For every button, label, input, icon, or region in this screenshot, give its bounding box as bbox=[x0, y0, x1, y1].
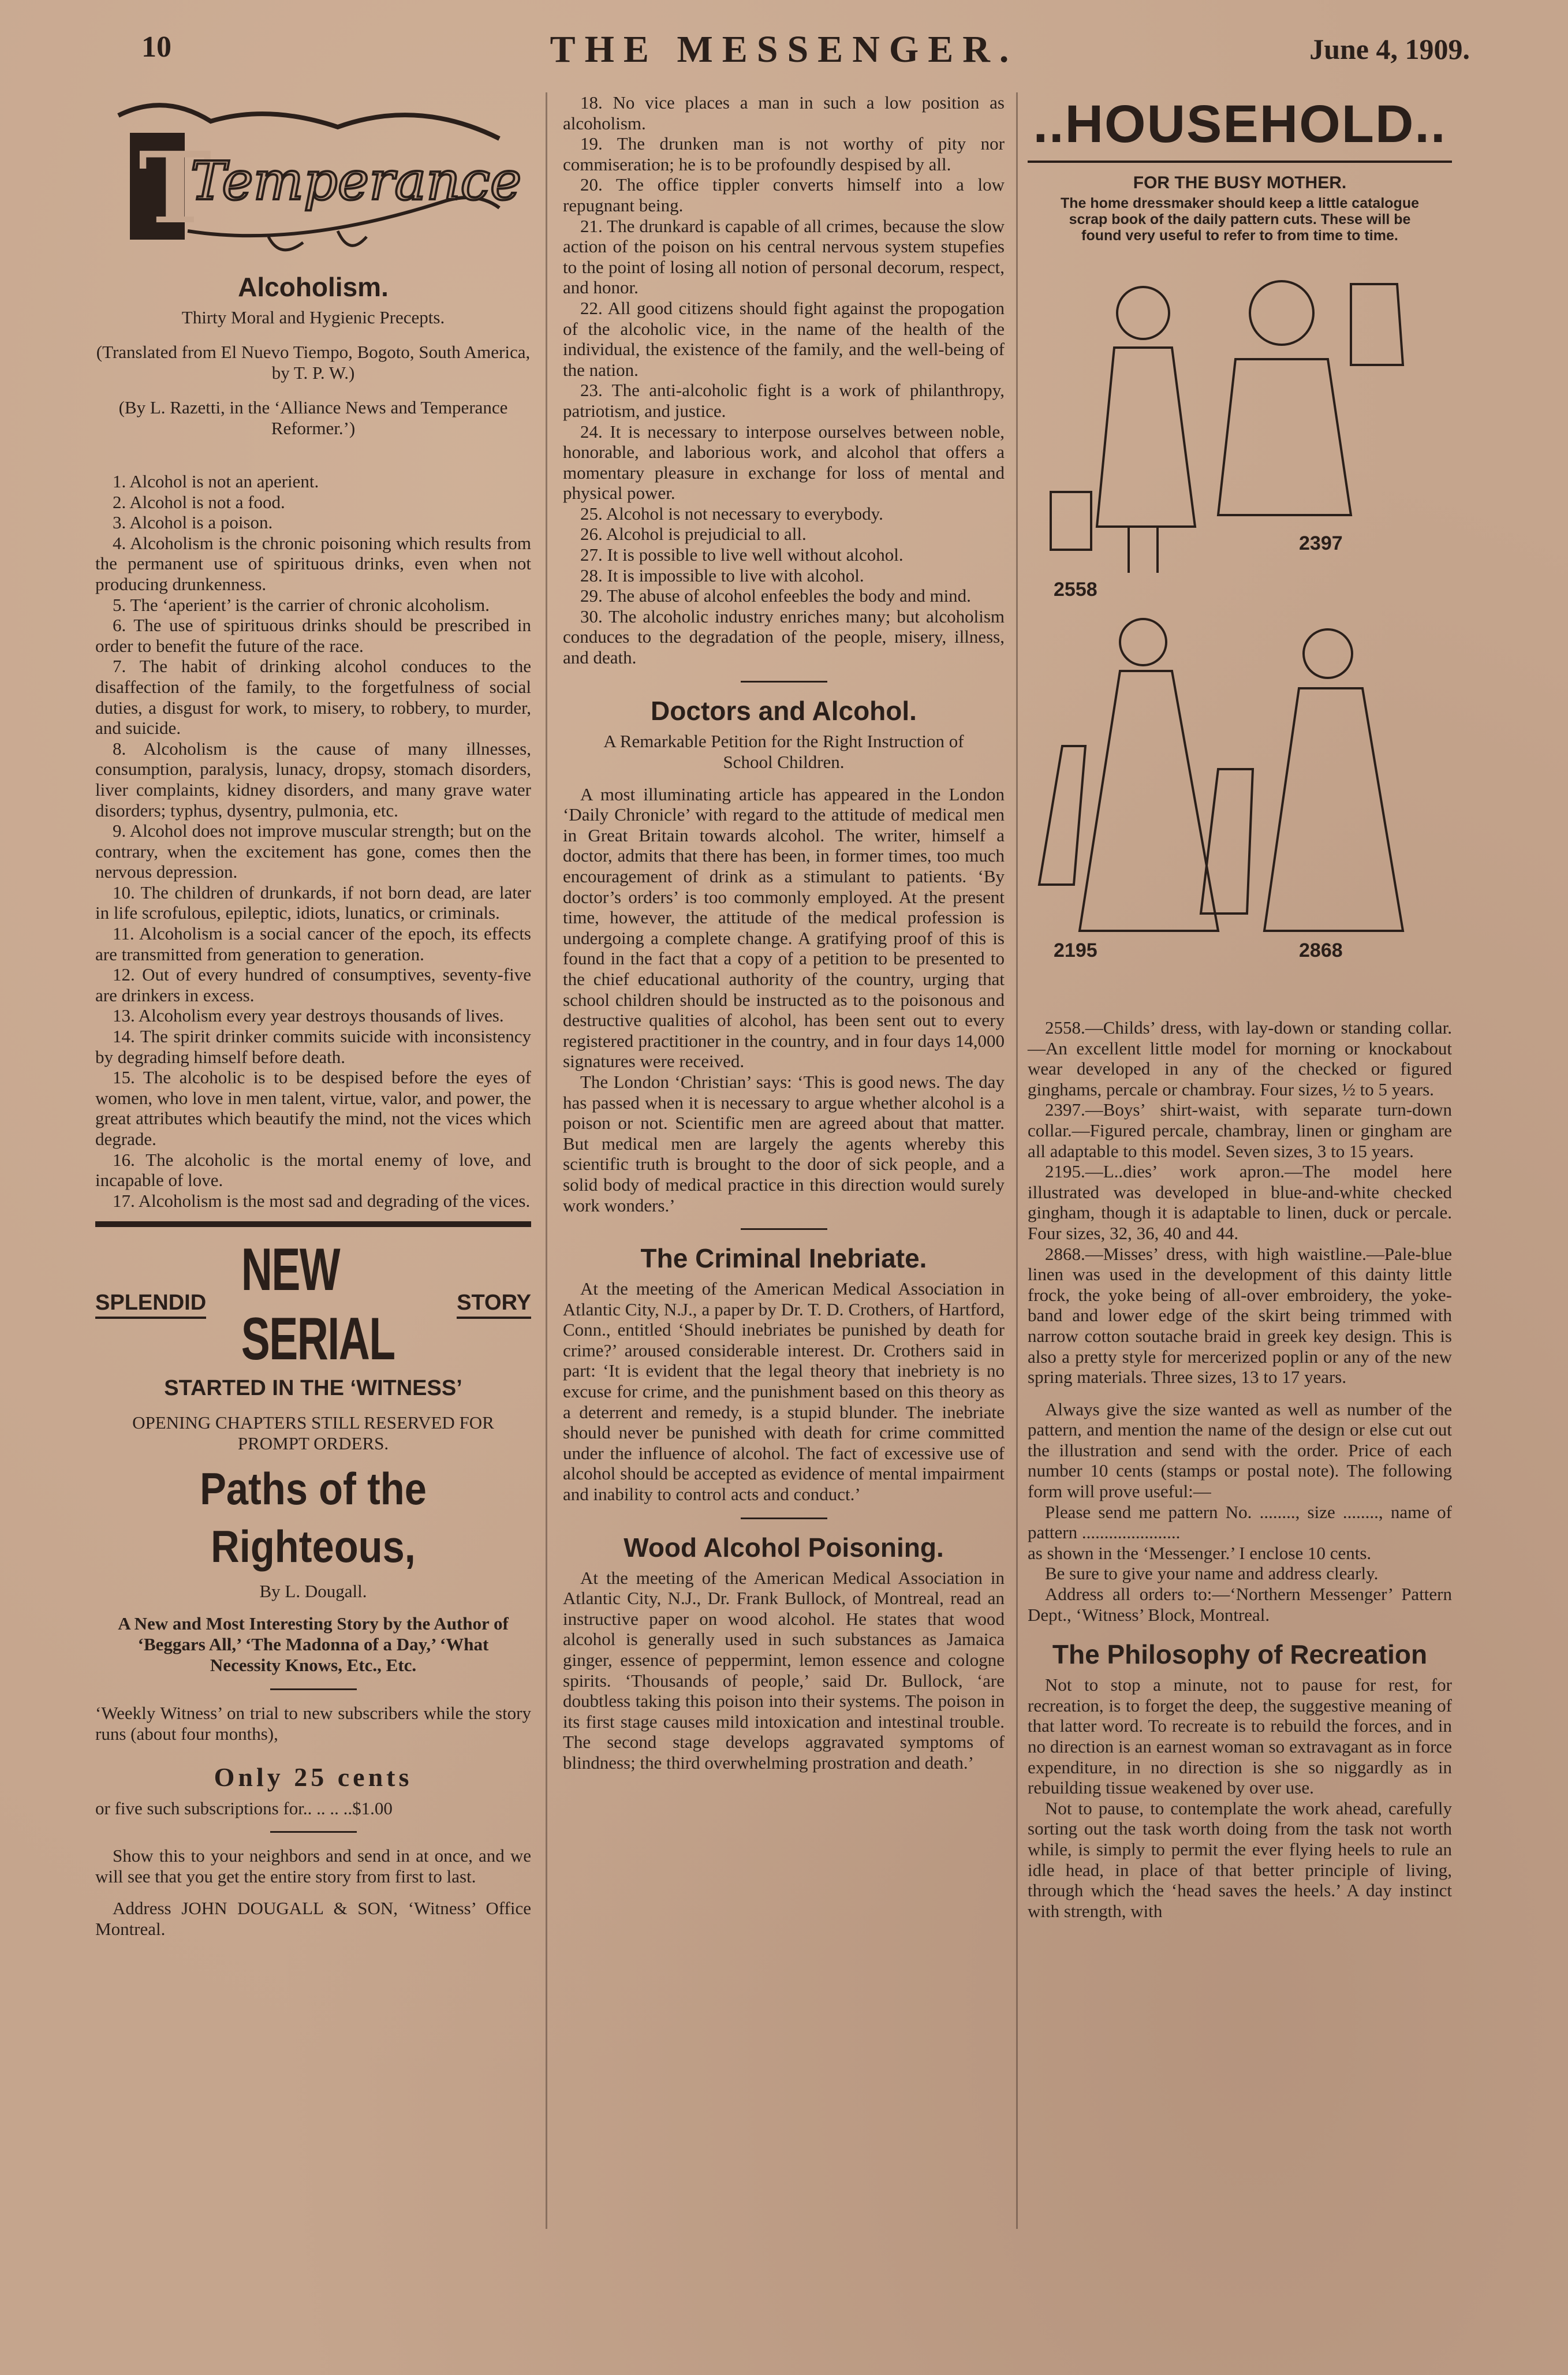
list-item: 25. Alcohol is not necessary to everybody. bbox=[580, 503, 883, 524]
busy-mother-heading: FOR THE BUSY MOTHER. bbox=[1133, 173, 1347, 192]
article-subtitle: Thirty Moral and Hygienic Precepts. bbox=[181, 307, 445, 327]
list-item: 15. The alcoholic is to be despised before the eyes of women, who love in men talent, virtue, valor, and power, the great attributes which beautify the mind, not the vices which degrade. bbox=[95, 1067, 531, 1149]
list-item: 14. The spirit drinker commits suicide with inconsistency by degrading himself before death. bbox=[95, 1026, 531, 1067]
temperance-logo bbox=[95, 92, 531, 266]
list-item: 3. Alcohol is a poison. bbox=[113, 512, 273, 533]
pattern-description: 2558.—Childs’ dress, with lay-down or standing collar.—An excellent little model for morning or knockabout wear developed in any of the checked or figured ginghams, percale or chambray. Four sizes, ½ to 5 years. bbox=[1028, 1017, 1452, 1099]
list-item: 24. It is necessary to interpose ourselves between noble, honorable, and laborious work, and alcohol that offers a momentary pleasure in exchange for loss of mental and physical power. bbox=[563, 421, 1005, 504]
article-title-wood-alcohol: Wood Alcohol Poisoning. bbox=[624, 1532, 944, 1563]
figure-head bbox=[1304, 629, 1352, 678]
list-item: 20. The office tippler converts himself into a low repugnant being. bbox=[563, 174, 1005, 215]
list-item: 26. Alcohol is prejudicial to all. bbox=[580, 524, 807, 545]
ad-new-serial: NEW SERIAL bbox=[241, 1236, 395, 1373]
pattern-label: 2397 bbox=[1299, 532, 1343, 554]
article-divider bbox=[741, 1228, 827, 1230]
pattern-label: 2195 bbox=[1054, 939, 1097, 961]
boy-shirt bbox=[1218, 359, 1351, 515]
list-item: 27. It is possible to live well without alcohol. bbox=[580, 545, 904, 565]
list-item: 4. Alcoholism is the chronic poisoning which results from the permanent use of spirituous drinks, even when not producing drunkenness. bbox=[95, 532, 531, 594]
pattern-label: 2558 bbox=[1054, 579, 1097, 601]
ad-started: STARTED IN THE ‘WITNESS’ bbox=[164, 1376, 462, 1401]
list-item: 22. All good citizens should fight against the propogation of the alcoholic vice, in the name of the health of the individual, the existence of the family, and the well-being of the nation. bbox=[563, 297, 1005, 380]
order-form-line-1: Please send me pattern No. ........, size ........, name of pattern ...................... bbox=[1028, 1501, 1452, 1543]
dress-detail bbox=[1051, 492, 1091, 550]
list-item: 18. No vice places a man in such a low position as alcoholism. bbox=[563, 92, 1005, 133]
ad-show: Show this to your neighbors and send in at once, and we will see that you get the entire story from first to last. bbox=[95, 1845, 531, 1886]
list-item: 11. Alcoholism is a social cancer of the epoch, its effects are transmitted from generation to generation. bbox=[95, 923, 531, 964]
column-rule-1 bbox=[546, 92, 547, 2229]
list-item: 23. The anti-alcoholic fight is a work of philanthropy, patriotism, and justice. bbox=[563, 380, 1005, 421]
pattern-label: 2868 bbox=[1299, 939, 1343, 961]
column-2 bbox=[563, 92, 1005, 1773]
page-number: 10 bbox=[141, 31, 171, 64]
dress-detail bbox=[1201, 769, 1253, 914]
article-divider bbox=[741, 681, 827, 683]
byline: (By L. Razetti, in the ‘Alliance News and Temperance Reformer.’) bbox=[118, 397, 508, 438]
wood-paragraph: At the meeting of the American Medical Association in Atlantic City, N.J., Dr. Frank Bullock, of Montreal, read an instructive paper on wood alcohol. He states that wood alcohol is generally used in such substances as Jamaica ginger, essence of peppermint, lemon essence and cologne spirits. ‘Thousands of people,’ said Dr. Bullock, ‘are doubtless taking this poison into their systems. The poison in its first stage causes mild intoxication and intestinal trouble. The second stage develops aggravated symptoms of blindness; the third overwhelming prostration and death.’ bbox=[563, 1567, 1005, 1773]
serial-story-ad bbox=[95, 1235, 531, 1939]
ad-opening: OPENING CHAPTERS STILL RESERVED FOR PROMPT ORDERS. bbox=[132, 1412, 494, 1454]
list-item: 28. It is impossible to live with alcohol. bbox=[580, 565, 864, 586]
list-item: 29. The abuse of alcohol enfeebles the body and mind. bbox=[580, 586, 971, 606]
issue-date: June 4, 1909. bbox=[1309, 33, 1470, 65]
article-title-alcoholism: Alcoholism. bbox=[238, 272, 389, 302]
ad-splendid: SPLENDID bbox=[95, 1291, 206, 1319]
criminal-paragraph: At the meeting of the American Medical Association in Atlantic City, N.J., a paper by Dr. T. D. Crothers, of Hartford, Conn., entitled ‘Should inebriates be punished by death for crime?’ aroused considerable interest. Dr. Crothers said in part: ‘It is evident that the legal theory that inebriety is no excuse for crime, and the punishment based on this theory as a deterrent and remedy, is a stupid blunder. The inebriate should never be punished with death for crime committed under the influence of alcohol. The fact of excessive use of alcohol should be accepted as evidence of mental impairment and inability to control acts and conduct.’ bbox=[563, 1278, 1005, 1505]
list-item: 2. Alcohol is not a food. bbox=[113, 491, 285, 512]
shirt-detail bbox=[1351, 284, 1403, 365]
apron-detail bbox=[1039, 746, 1085, 885]
list-item: 6. The use of spirituous drinks should be prescribed in order to benefit the future of the race. bbox=[95, 615, 531, 656]
doctors-subtitle: A Remarkable Petition for the Right Instruction of School Children. bbox=[603, 730, 964, 772]
ad-five-subscriptions: or five such subscriptions for.. .. .. ..$1.00 bbox=[95, 1798, 393, 1818]
order-instructions: Always give the size wanted as well as number of the pattern, and mention the name of the design or else cut out the illustration and send with the order. Price of each number 10 cents (stamps or postal note). The following form will prove useful:— bbox=[1028, 1399, 1452, 1502]
order-name-note: Be sure to give your name and address clearly. bbox=[1045, 1563, 1379, 1584]
section-divider bbox=[95, 1221, 531, 1227]
ad-story: STORY bbox=[457, 1291, 531, 1319]
list-item: 10. The children of drunkards, if not born dead, are later in life scrofulous, epileptic, idiots, lunatics, or criminals. bbox=[95, 882, 531, 923]
ad-address: Address JOHN DOUGALL & SON, ‘Witness’ Office Montreal. bbox=[95, 1898, 531, 1939]
list-item: 16. The alcoholic is the mortal enemy of love, and incapable of love. bbox=[95, 1149, 531, 1191]
philosophy-paragraph-1: Not to stop a minute, not to pause for rest, for recreation, is to forget the deep, the suggestive meaning of that latter word. To recreate is to rebuild the forces, and in no direction is an earnest woman so extravagant as in force expenditure, in no direction is she so niggardly as in rebuilding tissue weakened by over use. bbox=[1028, 1675, 1452, 1798]
list-item: 30. The alcoholic industry enriches many; but alcoholism conduces to the degradation of the people, misery, illness, and death. bbox=[563, 606, 1005, 668]
precepts-list bbox=[95, 471, 531, 1211]
ad-rule bbox=[270, 1688, 357, 1690]
list-item: 19. The drunken man is not worthy of pity nor commiseration; he is to be profoundly despised by all. bbox=[563, 133, 1005, 174]
ad-rule bbox=[270, 1831, 357, 1833]
ladies-apron bbox=[1080, 671, 1218, 931]
child-dress bbox=[1097, 348, 1195, 527]
ad-author: By L. Dougall. bbox=[259, 1581, 367, 1602]
order-form-line-2: as shown in the ‘Messenger.’ I enclose 10 cents. bbox=[1028, 1542, 1372, 1563]
busy-mother-note: The home dressmaker should keep a little catalogue scrap book of the daily pattern cuts. These will be found very useful to refer to from time to time. bbox=[1060, 195, 1420, 244]
pattern-description: 2397.—Boys’ shirt-waist, with separate turn-down collar.—Figured percale, chambray, linen or gingham are all adaptable to this model. Seven sizes, 3 to 15 years. bbox=[1028, 1099, 1452, 1161]
translation-note: (Translated from El Nuevo Tiempo, Bogoto, South America, by T. P. W.) bbox=[96, 342, 531, 383]
order-address: Address all orders to:—‘Northern Messenger’ Pattern Dept., ‘Witness’ Block, Montreal. bbox=[1028, 1584, 1452, 1625]
misses-dress bbox=[1264, 688, 1403, 931]
masthead bbox=[0, 23, 1568, 87]
temperance-logo-letter: T bbox=[139, 131, 212, 246]
newspaper-title: THE MESSENGER. bbox=[550, 28, 1018, 70]
list-item: 17. Alcoholism is the most sad and degrading of the vices. bbox=[113, 1190, 531, 1211]
list-item: 13. Alcoholism every year destroys thousands of lives. bbox=[113, 1005, 504, 1026]
ad-book-title: Paths of the Righteous, bbox=[200, 1463, 427, 1572]
article-title-criminal: The Criminal Inebriate. bbox=[640, 1243, 927, 1274]
list-item: 9. Alcohol does not improve muscular strength; but on the contrary, when the excitement has gone, comes then the nervous depression. bbox=[95, 821, 531, 882]
pattern-description: 2195.—L..dies’ work apron.—The model here illustrated was developed in blue-and-white checked gingham, though it is adaptable to linen, duck or percale. Four sizes, 32, 36, 40 and 44. bbox=[1028, 1161, 1452, 1243]
figure-head bbox=[1250, 281, 1313, 345]
article-title-doctors: Doctors and Alcohol. bbox=[651, 695, 917, 726]
list-item: 7. The habit of drinking alcohol conduces to the disaffection of the family, to the forgetfulness of social duties, a disgust for work, to misery, to robbery, to murder, and suicide. bbox=[95, 656, 531, 739]
philosophy-paragraph-2: Not to pause, to contemplate the work ahead, carefully sorting out the task worth doing from the task not worth while, is simply to permit the ever flying heels to rule an idle head, in place of that better principle of living, through which the ‘head saves the heels.’ A day instinct with strength, with bbox=[1028, 1798, 1452, 1921]
column-3 bbox=[1028, 92, 1452, 1921]
ad-description: A New and Most Interesting Story by the Author of ‘Beggars All,’ ‘The Madonna of a Day,’ ‘What Necessity Knows, Etc., Etc. bbox=[118, 1613, 509, 1676]
figure-head bbox=[1120, 619, 1166, 665]
household-rule bbox=[1028, 161, 1452, 163]
doctors-paragraph-2: The London ‘Christian’ says: ‘This is good news. The day has passed when it is necessary to argue whether alcohol is a poison or not. Scientific men are agreed about that matter. But medical men are largely the agents whereby this scientific truth is brought to the door of sick people, and a solid body of medical practice in this direction would surely work wonders.’ bbox=[563, 1071, 1005, 1216]
list-item: 12. Out of every hundred of consumptives, seventy-five are drinkers in excess. bbox=[95, 964, 531, 1005]
pattern-illustration bbox=[1028, 249, 1452, 1017]
doctors-paragraph-1: A most illuminating article has appeared in the London ‘Daily Chronicle’ with regard to the attitude of medical men in Great Britain towards alcohol. The writer, himself a doctor, admits that there has been, in former times, too much encouragement of drink as a stimulant to patients. ‘By doctor’s orders’ is too commonly employed. At the present time, however, the attitude of the medical profession is undergoing a complete change. A gratifying proof of this is found in the fact that a copy of a petition to be presented to the chief educational authority of the country, urging that school children should be instructed as to the poisonous and destructive qualities of alcohol, has been sent out to every registered practitioner in the country, and in four days 14,000 signatures were received. bbox=[563, 784, 1005, 1072]
household-title: ..HOUSEHOLD.. bbox=[1033, 95, 1447, 154]
list-item: 1. Alcohol is not an aperient. bbox=[113, 471, 319, 491]
ad-price: Only 25 cents bbox=[214, 1762, 413, 1792]
column-1 bbox=[95, 92, 531, 1940]
column-rule-2 bbox=[1016, 92, 1018, 2229]
list-item: 5. The ‘aperient’ is the carrier of chronic alcoholism. bbox=[113, 594, 490, 615]
ad-trial: ‘Weekly Witness’ on trial to new subscribers while the story runs (about four months), bbox=[95, 1703, 531, 1744]
article-divider bbox=[741, 1518, 827, 1519]
temperance-logo-text: Temperance bbox=[191, 150, 522, 212]
figure-head bbox=[1117, 287, 1169, 339]
article-title-philosophy: The Philosophy of Recreation bbox=[1052, 1639, 1428, 1670]
list-item: 8. Alcoholism is the cause of many illnesses, consumption, paralysis, lunacy, dropsy, stomach disorders, liver complaints, kidney disorders, and many grave water disorders; typhus, dysentry, pulmonia, etc. bbox=[95, 738, 531, 821]
precepts-list-continued bbox=[563, 92, 1005, 668]
list-item: 21. The drunkard is capable of all crimes, because the slow action of the poison on his central nervous system stupefies to the point of losing all notion of personal decorum, respect, and honor. bbox=[563, 215, 1005, 298]
pattern-description: 2868.—Misses’ dress, with high waistline.—Pale-blue linen was used in the development of this dainty little frock, the yoke being of all-over embroidery, the yoke-band and lower edge of the skirt being trimmed with narrow cotton soutache braid in greek key design. This is also a pretty style for mercerized poplin or any of the new spring materials. Three sizes, 13 to 17 years. bbox=[1028, 1243, 1452, 1388]
